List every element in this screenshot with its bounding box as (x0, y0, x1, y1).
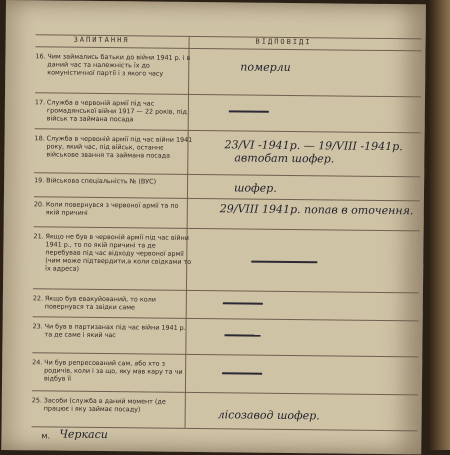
row-number: 25. (31, 396, 43, 405)
rule-17 (35, 128, 421, 133)
answer-dash (224, 334, 260, 336)
table-row (32, 294, 419, 312)
header-answers: ВІДПОВІДІ (255, 37, 312, 47)
question-text: Чи був репресований сам, або хто з родичів, коли і за що, яку мав кару та чи відбув її (43, 358, 183, 383)
table-row (34, 176, 420, 195)
answer-handwriting: 23/VI -1941р. — 19/VIII -1941р. (224, 138, 403, 154)
question-text: Служба в червоній армії під час війни 1941 року, який час, під військ, останнє військове звання та займана посада (46, 134, 193, 160)
question-text: Якщо був евакуйований, то коли повернувся та звідки саме (44, 294, 156, 312)
table-row (33, 200, 420, 218)
table-row (32, 322, 419, 340)
answer-handwriting-line2: автобат шофер. (234, 151, 335, 166)
rule-16 (35, 92, 421, 97)
table-row (35, 52, 421, 78)
rule-24 (32, 390, 418, 395)
row-number: 17. (34, 98, 46, 107)
rule-22 (33, 316, 419, 321)
table-row (34, 134, 421, 166)
book-spine (428, 0, 450, 450)
question-text: Якщо не був в червоній армії під час війни 1941 р., то по якій причині та де перебував під час відходу червоної армії (чим може підтвердити,а коли свідками то їх адреса) (45, 232, 192, 273)
questionnaire-page (1, 0, 426, 454)
row-number: 19. (34, 176, 45, 185)
answer-handwriting: шофер. (233, 181, 277, 195)
row-number: 18. (34, 134, 45, 143)
footer-mark: м. (41, 431, 51, 441)
row-number: 20. (33, 200, 45, 209)
question-text: Чим займались батьки до війни 1941 р. і в даний час та належність їх до комуністичної партії і з якого часу (47, 52, 191, 78)
header-questions: ЗАПИТАННЯ (73, 35, 130, 45)
rule-20 (34, 226, 420, 231)
table-row (34, 98, 421, 124)
answer-dash (251, 261, 317, 264)
row-number: 23. (32, 322, 43, 331)
answer-handwriting: померли (240, 60, 291, 74)
table-row (33, 232, 420, 273)
answer-dash (223, 302, 263, 304)
row-number: 21. (33, 232, 44, 241)
answer-handwriting: лісозавод шофер. (217, 408, 320, 423)
table-row (32, 358, 418, 383)
rule-23 (32, 352, 418, 357)
footer-handwriting: Черкаси (59, 427, 108, 442)
question-text: Чи був в партизанах під час війни 1941 р. та де саме і який час (44, 322, 186, 340)
answer-dash (222, 372, 262, 374)
rule-21 (33, 288, 419, 293)
question-text: Військова спеціальність № (ВУС) (46, 176, 157, 186)
answer-handwriting: 29/VIII 1941р. попав в оточення. (219, 202, 414, 218)
row-number: 16. (35, 52, 46, 61)
question-text: Служба в червоній армії під час громадянської війни 1917 — 22 років, під військ та займана посада (46, 98, 187, 124)
table-row (31, 396, 418, 423)
row-number: 22. (32, 294, 44, 303)
answer-dash (229, 110, 269, 112)
row-number: 24. (32, 358, 43, 367)
question-text: Коли повернувся з червоної армії та по якій причині (45, 200, 179, 217)
question-text: Засоби (служба в даний момент (де працює і яку займає посаду) (43, 396, 166, 414)
